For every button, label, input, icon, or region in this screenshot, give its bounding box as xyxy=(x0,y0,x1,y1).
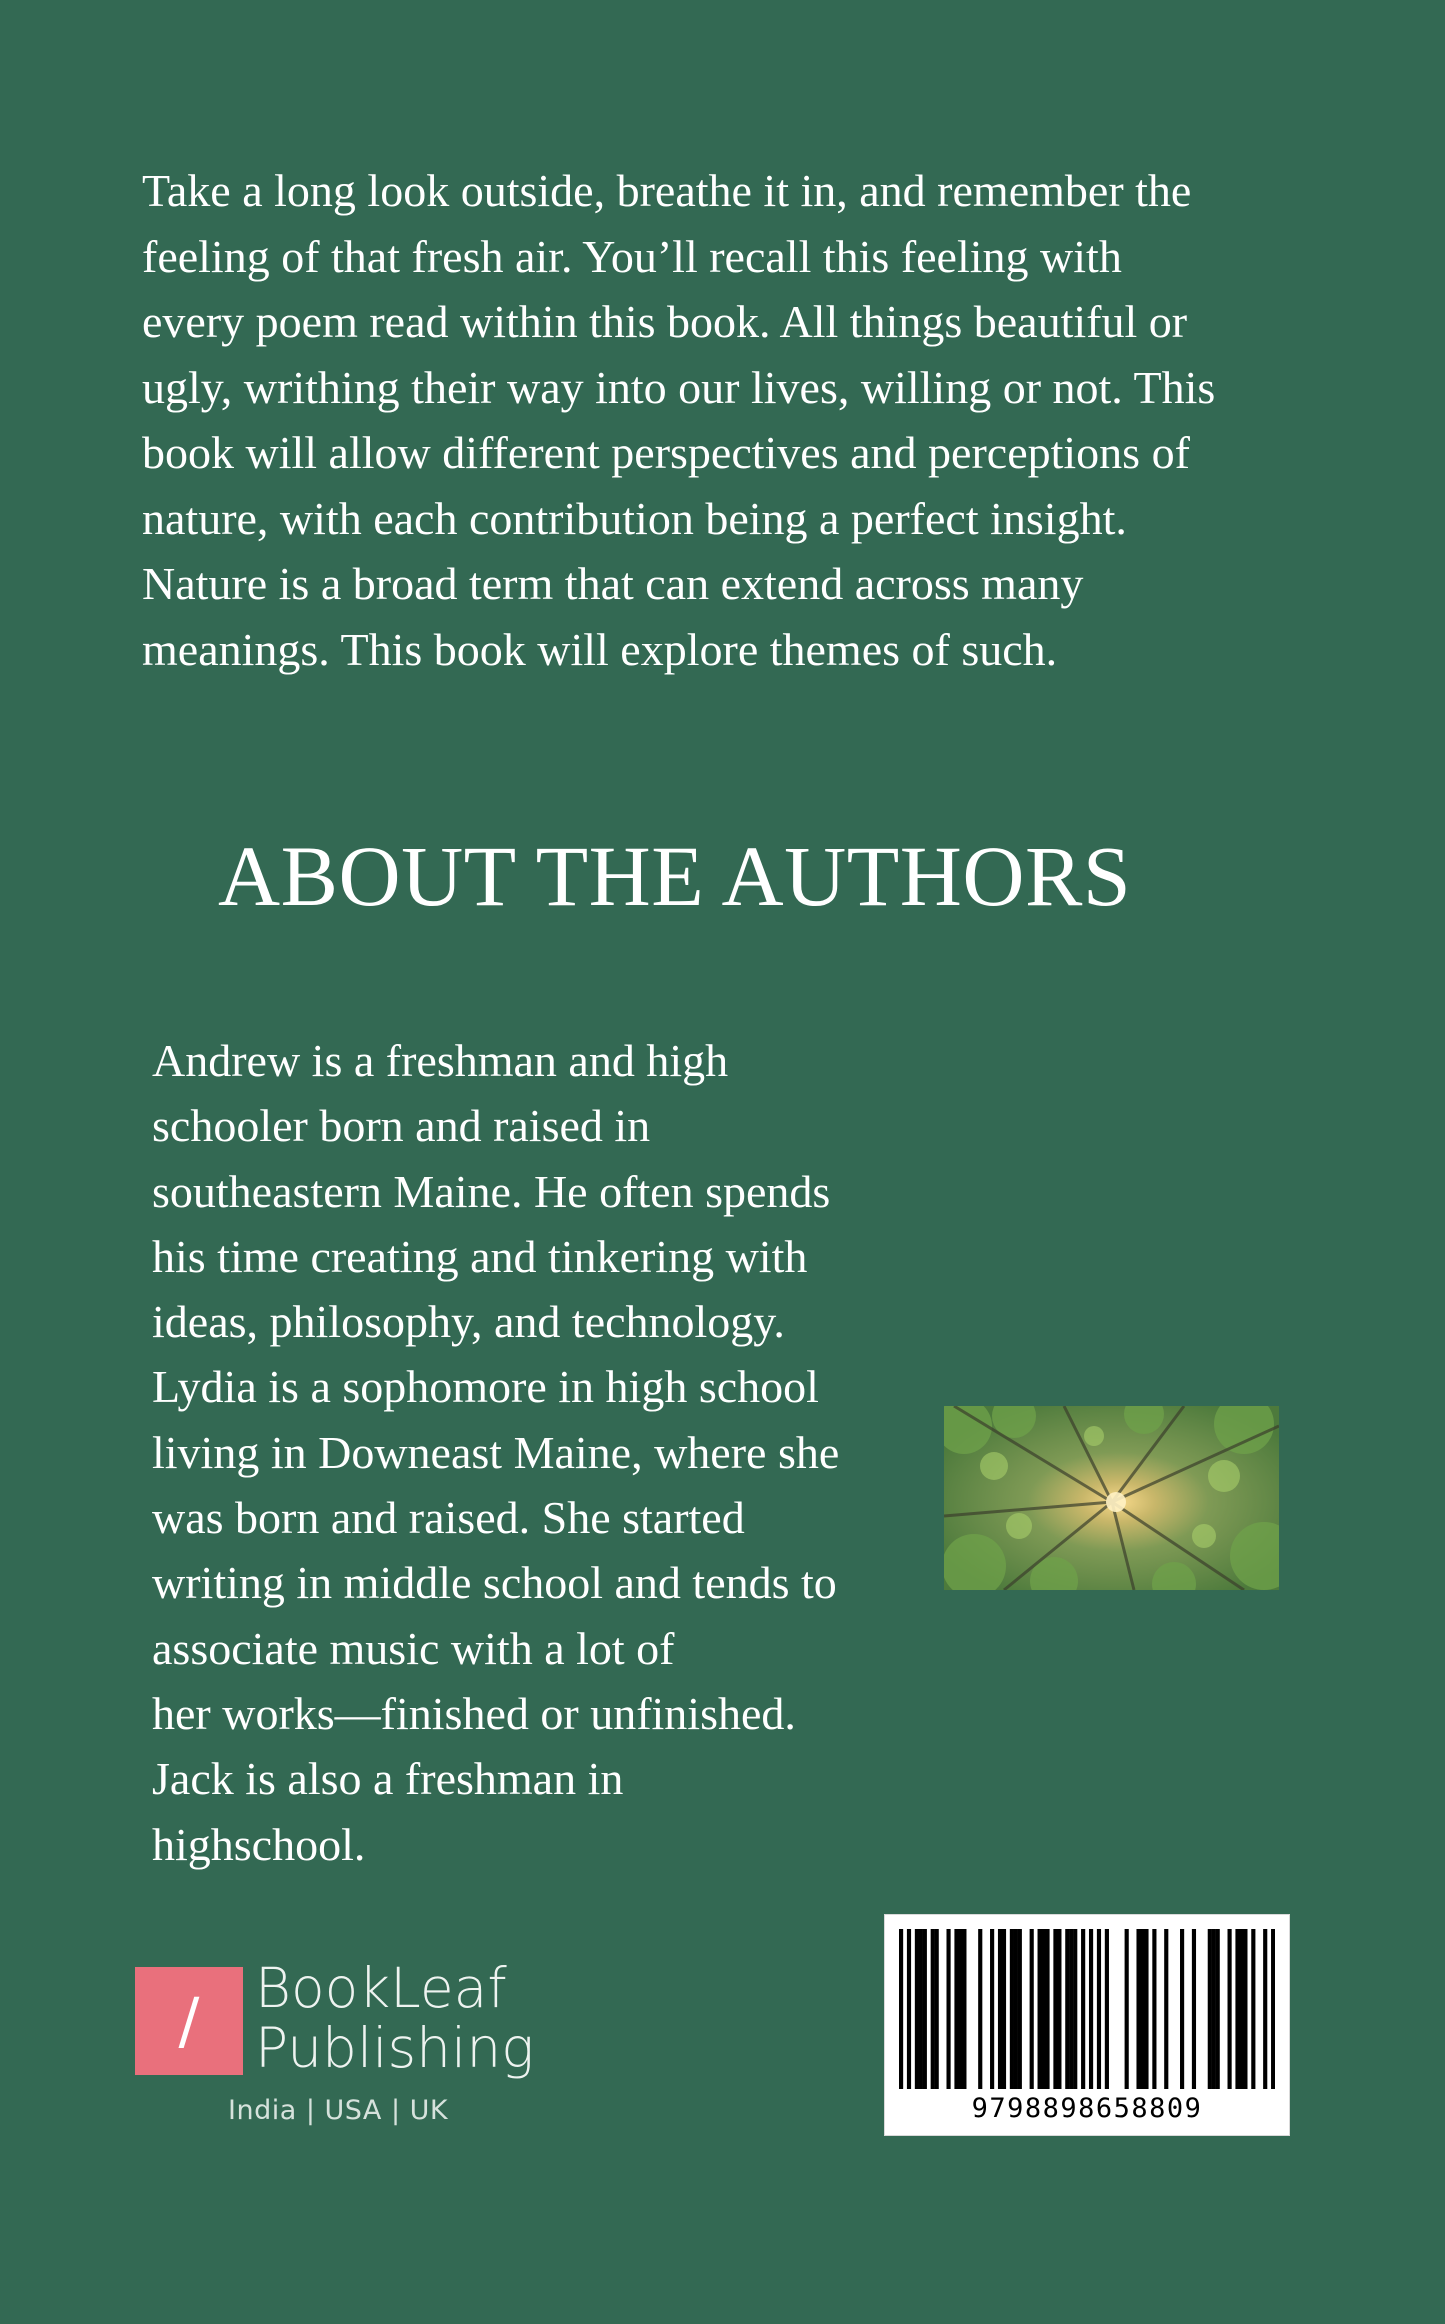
barcode-bar xyxy=(907,1929,911,2089)
barcode-bar xyxy=(1041,1929,1045,2089)
barcode-bar xyxy=(1089,1929,1093,2089)
barcode-bar xyxy=(1263,1929,1267,2089)
barcode-bar xyxy=(935,1929,939,2089)
barcode-bar xyxy=(946,1929,950,2089)
forest-canopy-photo xyxy=(944,1406,1279,1590)
barcode-bar xyxy=(1140,1929,1144,2089)
barcode-bar xyxy=(958,1929,962,2089)
back-cover-blurb: Take a long look outside, breathe it in, and remember the feeling of that fresh air. You’ll recall this feeling with every poem read within this book. All things beautiful or ugly, writhing their way into our lives, willing or not. This book will allow different perspectives and perceptions of nature, with each contribution being a perfect insight. Nature is a broad term that can extend across many meanings. This book will explore themes of such. xyxy=(142,165,1216,675)
isbn-barcode xyxy=(884,1914,1290,2136)
publisher-name-line1: BookLeaf xyxy=(255,1956,507,2020)
barcode-bar xyxy=(990,1929,994,2089)
publisher-logo xyxy=(135,1958,555,2138)
barcode-bar xyxy=(1002,1929,1006,2089)
publisher-regions: India | USA | UK xyxy=(228,2095,449,2126)
barcode-bar xyxy=(1212,1929,1216,2089)
barcode-bar xyxy=(954,1929,958,2089)
publisher-name-line2: Publishing xyxy=(255,2016,535,2080)
barcode-bar xyxy=(1208,1929,1212,2089)
barcode-bar xyxy=(1053,1929,1057,2089)
barcode-bar xyxy=(1144,1929,1148,2089)
barcode-bar xyxy=(1045,1929,1049,2089)
barcode-bar xyxy=(899,1929,903,2089)
barcode-bar xyxy=(1097,1929,1101,2089)
barcode-bar xyxy=(1216,1929,1220,2089)
barcode-bar xyxy=(1010,1929,1014,2089)
barcode-bar xyxy=(923,1929,927,2089)
barcode-bar xyxy=(919,1929,923,2089)
barcode-bar xyxy=(915,1929,919,2089)
barcode-bar xyxy=(1136,1929,1140,2089)
barcode-bar xyxy=(1164,1929,1168,2089)
barcode-bar xyxy=(962,1929,966,2089)
barcode-bar xyxy=(1057,1929,1061,2089)
barcode-bar xyxy=(1271,1929,1275,2089)
barcode-bar xyxy=(1069,1929,1073,2089)
barcode-bar xyxy=(1030,1929,1034,2089)
publisher-name xyxy=(255,1958,534,2078)
barcode-bar xyxy=(1243,1929,1247,2089)
barcode-bar xyxy=(1014,1929,1018,2089)
barcode-bar xyxy=(1081,1929,1085,2089)
barcode-bar xyxy=(1018,1929,1022,2089)
authors-bio: Andrew is a freshman and high schooler born and raised in southeastern Maine. He often spends his time creating and tinkering with ideas, philosophy, and technology. Lydia is a sophomore in high school living in Downeast Maine, where she was born and raised. She started writing in middle school and tends to associate music with a lot of her works—finished or unfinished. Jack is also a freshman in highschool. xyxy=(152,1035,840,1870)
barcode-bars xyxy=(899,1929,1275,2089)
barcode-bar xyxy=(1180,1929,1184,2089)
barcode-bar xyxy=(1105,1929,1109,2089)
barcode-bar xyxy=(1125,1929,1129,2089)
barcode-bar xyxy=(1073,1929,1077,2089)
about-authors-heading: ABOUT THE AUTHORS xyxy=(218,828,1132,924)
barcode-bar xyxy=(1251,1929,1255,2089)
barcode-bar xyxy=(1192,1929,1196,2089)
barcode-bar xyxy=(1065,1929,1069,2089)
barcode-bar xyxy=(998,1929,1002,2089)
isbn-number: 9798898658809 xyxy=(971,2093,1203,2124)
barcode-bar xyxy=(1038,1929,1042,2089)
barcode-bar xyxy=(1235,1929,1239,2089)
publisher-mark xyxy=(135,1967,243,2075)
barcode-bar xyxy=(931,1929,935,2089)
barcode-bar xyxy=(978,1929,982,2089)
barcode-bar xyxy=(1239,1929,1243,2089)
barcode-bar xyxy=(1152,1929,1156,2089)
barcode-bar xyxy=(1228,1929,1232,2089)
publisher-slash-glyph: / xyxy=(178,1984,200,2057)
